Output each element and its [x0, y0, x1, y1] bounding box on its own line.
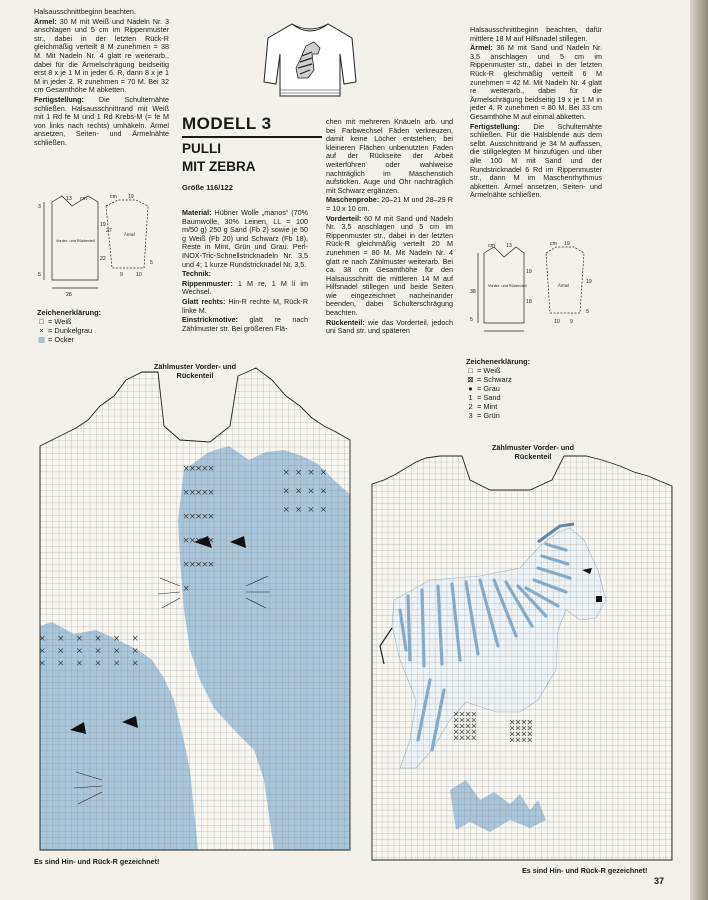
subtitle-line2: MIT ZEBRA [182, 159, 256, 174]
schema-left-v1: 13 [66, 196, 72, 202]
fr-p1: Halsausschnittbeginn beachten, dafür mittlere 18 M auf Hilfsnadel stillegen. [470, 25, 602, 43]
rippen-text: 1 M re, 1 M li im Wechsel. [182, 278, 308, 297]
schema-left-v4: 3 [38, 204, 41, 210]
subtitle-line1: PULLI [182, 141, 221, 156]
schema-right-sleeve-label: Ärmel [558, 283, 569, 288]
legend-right-label: = Sand [477, 393, 501, 402]
schema-left-v2: 19 [100, 222, 106, 228]
legend-left [37, 308, 101, 344]
note-right: Es sind Hin- und Rück-R gezeichnet! [522, 866, 648, 875]
legend-left-heading: Zeichenerklärung: [37, 308, 102, 317]
schema-right-label: Vorder- und Rückenteil [488, 284, 527, 288]
maschenprobe-text: 20–21 M und 28–29 R = 10 x 10 cm. [326, 195, 453, 213]
technik-heading: Technik: [182, 269, 212, 279]
rippen-heading: Rippenmuster: [182, 278, 233, 288]
left-p3-heading: Fertigstellung: [34, 94, 84, 104]
schema-right-sleeve-cm: cm [550, 241, 557, 247]
rueckenteil-text: wie das Vorderteil, jedoch uni Sand str. und späteren [326, 317, 454, 336]
schema-right-v5: 5 [470, 317, 473, 323]
glatt-text: Hin-R rechte M, Rück-R linke M. [182, 296, 309, 315]
vorderteil-text: 60 M mit Sand und Nadeln Nr. 3,5 anschlagen und 5 cm im Rippenmuster str., dabei in der letzten Rück-R gleichmäßig verteilt 20 M zunehmen = 80 M. Mit Nadeln Nr. 4 glatt re nach Zählmuster weiterarb. Bei ca. 38 cm Gesamthöhe für den Halsausschnitt die mittleren 14 M auf Hilfsnadel stillegen und beide Seiten wie eingezeichnet nacheinander beenden, dabei Schulterschrägung beachten. [326, 213, 453, 318]
schema-right-sleeve-v3: 10 [554, 319, 560, 325]
legend-right-heading: Zeichenerklärung: [466, 357, 531, 366]
legend-right-label: = Grün [477, 411, 500, 420]
fr-aermel-text: 36 M mit Sand und Nadeln Nr. 3,5 anschlagen und 5 cm im Rippenmuster str., dabei in der letzten Rück-R gleichmäßig verteilt 6 M zunehmen = 42 M. Mit Nadeln Nr. 4 glatt re weiterarb., dabei für die Ärmelschrägung beidseitig 19 x je 1 M in jeder 4. R zunehmen = 80 M. Bei 33 cm Gesamthöhe M auf einmal abketten. [470, 43, 602, 121]
schema-left-v6: 5 [38, 272, 41, 278]
right-p1: chen mit mehreren Knäueln arb. und bei Farbwechsel Fäden verkreuzen, damit keine Löcher entstehen; bei kleineren Flächen unbenutzten Faden auf der Rückseite der Arbeit weiterführen oder wahlweise nachträglich im Maschenstich aufsticken. Auge und Ohr nachträglich mit Schwarz ergänzen. [326, 117, 453, 195]
center-right-text-column [326, 118, 453, 337]
schema-right-sleeve-v4: 9 [570, 319, 573, 325]
legend-left-symbol: ▦ [38, 335, 45, 344]
schema-left-sleeve-cm: cm [110, 194, 117, 200]
legend-right-item [466, 393, 530, 402]
schema-right-v3: 18 [526, 299, 532, 305]
legend-right-label: = Schwarz [477, 375, 512, 384]
einstrick-heading: Einstrickmotive: [182, 315, 238, 325]
material-heading: Material: [182, 208, 212, 217]
left-p1: Halsausschnittbeginn beachten. [34, 7, 136, 16]
left-p2: 30 M mit Weiß und Nadeln Nr. 3 anschlagen und 5 cm im Rippenmuster str., dabei in der letzten Rück-R gleichmäßig verteilt 8 M zunehmen = 38 M. Mit Nadeln Nr. 4 glatt re weiterarb., dabei für die Ärmelschrägung beidseitig erst 8 x je 1 M in jeder 6. R, dann 8 x je 1 M in jeder 2. R zunehmen = 70 M. Bei 32 cm Gesamthöhe M abketten. [34, 16, 169, 95]
legend-left-item [37, 335, 101, 344]
legend-right-label: = Mint [477, 402, 498, 411]
page-number: 37 [654, 876, 665, 886]
schema-right-cm: cm [488, 243, 495, 249]
schema-right-v1: 13 [506, 243, 512, 249]
legend-right-item [466, 411, 530, 420]
legend-left-label: = Dunkelgrau [48, 326, 93, 335]
legend-right [466, 357, 530, 420]
legend-left-symbol: □ [39, 317, 44, 326]
legend-left-symbol: × [39, 326, 44, 335]
schema-left-sleeve-v3: 9 [120, 272, 123, 278]
schema-right-sleeve-v2: 19 [586, 279, 592, 285]
legend-right-symbol: ● [468, 384, 473, 393]
fr-fertig-heading: Fertigstellung: [470, 121, 520, 131]
legend-right-item [466, 375, 530, 384]
legend-right-symbol: 3 [468, 411, 473, 420]
legend-right-label: = Weiß [477, 366, 501, 375]
legend-right-item [466, 402, 530, 411]
schema-left-sleeve-v4: 10 [136, 272, 142, 278]
schema-left-sleeve-v5: 5 [150, 260, 153, 266]
schema-left [36, 192, 171, 302]
legend-right-symbol: ⊠ [467, 375, 474, 384]
schema-left-sleeve-label: Ärmel [124, 232, 135, 237]
schema-left-sleeve-v1: 19 [128, 194, 134, 200]
legend-left-item [37, 326, 101, 335]
legend-right-symbol: 2 [468, 402, 473, 411]
legend-right-item [466, 366, 530, 375]
legend-right-symbol: □ [468, 366, 473, 375]
schema-left-sleeve-v2: 27 [106, 228, 112, 234]
maschenprobe-heading: Maschenprobe: [326, 195, 380, 205]
knitting-chart-right [370, 450, 675, 862]
left-p3: Die Schulternähte schließen. Halsausschnittrand mit Weiß mit 1 Rd fe M und 1 Rd Krebs-M (= fe M von links nach rechts) umhäkeln. Ärmel ansetzen, Seiten- und Ärmelnähte schließen. [34, 94, 169, 147]
model-title-block [182, 114, 322, 192]
legend-left-item [37, 317, 101, 326]
chart-right-caption: Zählmuster Vorder- und Rückenteil [491, 443, 575, 461]
schema-left-label: Vorder- und Rückenteil [56, 239, 95, 243]
left-text-column [34, 8, 169, 149]
schema-left-cm: cm [80, 196, 87, 202]
middle-text-column [182, 209, 308, 334]
knitting-chart-left [34, 360, 356, 852]
schema-right-v4: 38 [470, 289, 476, 295]
schema-right-sleeve-v5: 5 [586, 309, 589, 315]
einstrick-text: glatt re nach Zählmuster str. Bei größeren Flä- [182, 315, 309, 333]
legend-left-label: = Ocker [48, 335, 75, 344]
schema-left-v5: 28 [66, 292, 72, 298]
note-left: Es sind Hin- und Rück-R gezeichnet! [34, 857, 160, 866]
glatt-heading: Glatt rechts: [182, 296, 226, 306]
book-spine [690, 0, 708, 900]
material-text: Hübner Wolle „manos“ (70% Baumwolle, 30% Leinen, LL = 100 m/50 g) 250 g Sand (Fb 2) sowie je 50 g Weiß (Fb 20) und Schwarz (Fb 18), Reste in Mint, Grün und Grau. Perl-INOX-Tric-Schnellstricknadeln Nr. 3,5 und 4; 1 kurze Rundstricknadel Nr. 3,5. [182, 208, 309, 269]
size-label: Größe 116/122 [182, 183, 233, 192]
legend-left-label: = Weiß [48, 317, 72, 326]
chart-left-caption: Zählmuster Vorder- und Rückenteil [153, 362, 237, 380]
fr-aermel-heading: Ärmel: [470, 43, 493, 53]
rueckenteil-heading: Rückenteil: [326, 317, 365, 327]
sweater-sketch [262, 20, 358, 100]
schema-left-v3: 22 [100, 256, 106, 262]
schema-right-sleeve-v1: 19 [564, 241, 570, 247]
model-title: MODELL 3 [182, 114, 322, 138]
fr-fertig-text: Die Schulternähte schließen. Für die Halsblende aus dem selbt. Ausschnittrand je 34 M auffassen, die stillgelegten M hinzufügen und über alle 100 M mit Sand und der Rundstricknadel 6 Rd im Rippenmuster str., dann M im Maschenrhythmus abketten. Ärmel ansetzen, Seiten- und Ärmelnähte schließen. [470, 121, 602, 200]
legend-right-symbol: 1 [468, 393, 473, 402]
far-right-text-column [470, 26, 602, 201]
legend-right-label: = Grau [477, 384, 500, 393]
left-p2-heading: Ärmel: [34, 16, 57, 26]
schema-right [470, 243, 605, 338]
schema-right-v2: 19 [526, 269, 532, 275]
legend-right-item [466, 384, 530, 393]
vorderteil-heading: Vorderteil: [326, 213, 362, 223]
